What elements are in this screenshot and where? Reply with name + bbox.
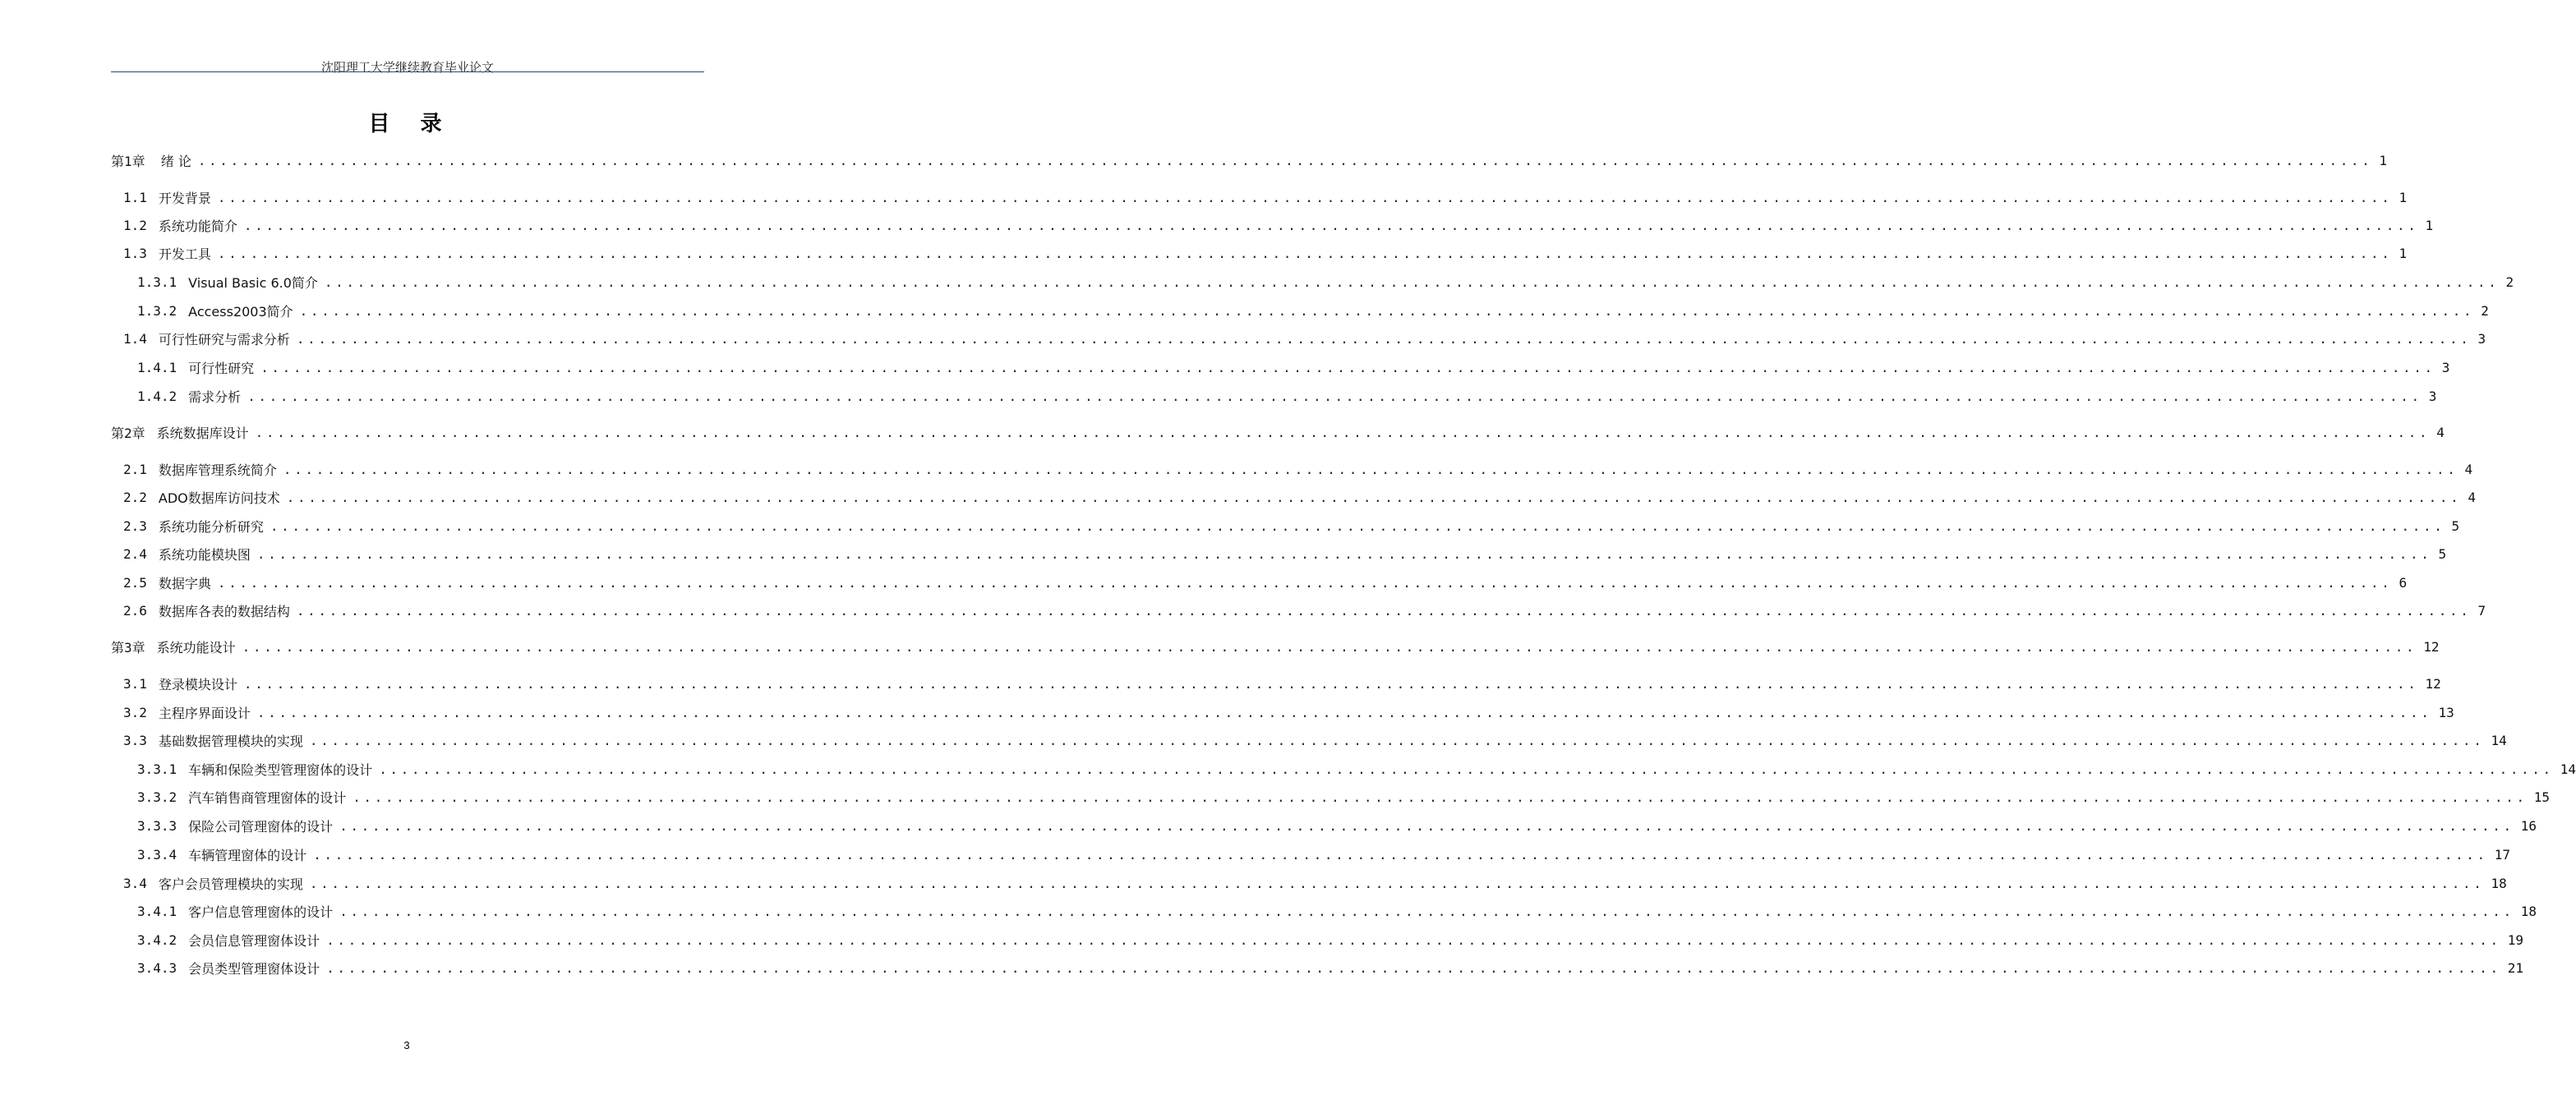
toc-entry-number: 3.4 — [123, 875, 147, 891]
toc-entry-page: 2 — [2505, 274, 2514, 290]
toc-entry-page: 13 — [2438, 704, 2454, 720]
toc-entry-title: 基础数据管理模块的实现 — [158, 733, 303, 749]
toc-entry-page: 12 — [2423, 638, 2440, 655]
toc-entry-number: 3.4.1 — [137, 903, 177, 919]
toc-entry-title: 保险公司管理窗体的设计 — [188, 818, 334, 835]
toc-dot-leader: ........................................................................................................................................................................................................ — [242, 638, 2417, 655]
toc-entry-number: 第1章 — [111, 153, 145, 169]
toc-entry-number: 3.3.3 — [137, 817, 177, 834]
toc-entry-number: 3.4.3 — [137, 959, 177, 976]
toc-entry-title: 数据库各表的数据结构 — [158, 603, 290, 619]
toc-entry-number: 3.3.2 — [137, 789, 177, 805]
toc-dot-leader: ........................................................................................................................................................................................................ — [339, 817, 2514, 834]
toc-entry-number: 3.3.1 — [137, 761, 177, 777]
toc-dot-leader: ........................................................................................................................................................................................................ — [270, 518, 2445, 534]
toc-entry-page: 12 — [2425, 675, 2441, 692]
toc-dot-leader: ........................................................................................................................................................................................................ — [243, 675, 2419, 692]
toc-entry[interactable] — [137, 386, 2437, 406]
toc-entry[interactable] — [123, 544, 2447, 564]
toc-entry-number: 第2章 — [111, 425, 145, 441]
toc-entry-title: 系统功能分析研究 — [158, 518, 264, 535]
toc-entry-number: 2.6 — [123, 602, 147, 619]
toc-dot-leader: ........................................................................................................................................................................................................ — [197, 152, 2373, 168]
toc-dot-leader: ........................................................................................................................................................................................................ — [217, 245, 2393, 261]
toc-entry[interactable] — [123, 873, 2507, 893]
toc-dot-leader: ........................................................................................................................................................................................................ — [283, 461, 2458, 477]
toc-entry-page: 14 — [2491, 732, 2507, 748]
toc-entry-title: 开发工具 — [158, 246, 211, 262]
toc-entry-number: 1.4.1 — [137, 359, 177, 375]
toc-entry-page: 4 — [2436, 424, 2445, 440]
toc-entry-title: 会员类型管理窗体设计 — [188, 960, 320, 977]
toc-entry-page: 14 — [2560, 761, 2576, 777]
toc-entry-title: 数据库管理系统简介 — [158, 462, 277, 478]
toc-dot-leader: ........................................................................................................................................................................................................ — [243, 217, 2419, 233]
toc-entry-title: 客户会员管理模块的实现 — [158, 876, 303, 892]
page-number: 3 — [403, 1039, 410, 1051]
toc-entry-page: 18 — [2520, 903, 2537, 919]
toc-dot-leader: ........................................................................................................................................................................................................ — [299, 302, 2475, 319]
toc-dot-leader: ........................................................................................................................................................................................................ — [256, 545, 2432, 562]
toc-entry-title: 车辆和保险类型管理窗体的设计 — [188, 761, 373, 778]
toc-entry[interactable] — [137, 930, 2524, 950]
toc-entry-page: 2 — [2481, 302, 2489, 319]
toc-entry-title: Access2003简介 — [188, 303, 293, 320]
toc-entry-title: 系统功能设计 — [156, 639, 236, 656]
toc-entry-page: 4 — [2464, 461, 2473, 477]
toc-dot-leader: ........................................................................................................................................................................................................ — [260, 359, 2435, 375]
toc-entry-number: 3.3.4 — [137, 846, 177, 862]
toc-entry-page: 15 — [2533, 789, 2551, 805]
toc-entry-page: 1 — [2425, 217, 2434, 233]
toc-entry-page: 4 — [2468, 489, 2476, 505]
toc-entry[interactable] — [123, 600, 2486, 620]
running-header: 沈阳理工大学继续教育毕业论文 — [320, 60, 494, 75]
toc-entry-page: 21 — [2507, 959, 2524, 976]
toc-entry-number: 1.3 — [123, 245, 147, 261]
toc-dot-leader: ........................................................................................................................................................................................................ — [324, 274, 2500, 290]
toc-entry[interactable] — [137, 301, 2489, 320]
toc-entry-title: 系统功能模块图 — [158, 546, 251, 563]
toc-entry-title: 系统功能简介 — [158, 218, 237, 234]
toc-entry-number: 1.3.2 — [137, 302, 177, 319]
toc-entry[interactable] — [137, 787, 2551, 807]
toc-dot-leader: ........................................................................................................................................................................................................ — [339, 903, 2514, 919]
toc-dot-leader: ........................................................................................................................................................................................................ — [256, 704, 2432, 720]
toc-entry-number: 1.4 — [123, 330, 147, 347]
toc-entry[interactable] — [137, 816, 2537, 835]
toc-entry-title: 系统数据库设计 — [156, 425, 249, 441]
toc-entry[interactable] — [123, 674, 2441, 693]
toc-entry-title: 会员信息管理窗体设计 — [188, 932, 320, 949]
toc-entry[interactable] — [123, 487, 2476, 507]
toc-dot-leader: ........................................................................................................................................................................................................ — [309, 732, 2485, 748]
toc-entry-title: 汽车销售商管理窗体的设计 — [188, 789, 347, 806]
toc-entry-page: 1 — [2379, 152, 2388, 168]
toc-title: 目 录 — [368, 112, 454, 136]
toc-dot-leader: ........................................................................................................................................................................................................ — [296, 602, 2472, 619]
toc-entry[interactable] — [123, 730, 2507, 750]
toc-entry[interactable] — [123, 215, 2434, 235]
toc-entry[interactable] — [137, 759, 2576, 779]
toc-entry-title: 客户信息管理窗体的设计 — [188, 904, 334, 920]
toc-dot-leader: ........................................................................................................................................................................................................ — [247, 388, 2422, 404]
toc-entry-number: 3.3 — [123, 732, 147, 748]
toc-entry-title: 开发背景 — [158, 190, 211, 206]
toc-entry-page: 3 — [2428, 388, 2437, 404]
toc-entry-page: 3 — [2441, 359, 2450, 375]
toc-entry[interactable] — [123, 459, 2473, 479]
toc-entry-title: 可行性研究与需求分析 — [158, 331, 290, 347]
toc-dot-leader: ........................................................................................................................................................................................................ — [296, 330, 2472, 347]
toc-entry-number: 2.3 — [123, 518, 147, 534]
toc-entry[interactable] — [111, 637, 2440, 656]
toc-entry-number: 3.1 — [123, 675, 147, 692]
toc-entry-number: 2.1 — [123, 461, 147, 477]
toc-entry-number: 1.2 — [123, 217, 147, 233]
toc-entry[interactable] — [137, 901, 2537, 921]
toc-entry-number: 2.2 — [123, 489, 147, 505]
toc-entry-page: 1 — [2399, 245, 2408, 261]
toc-entry[interactable] — [123, 329, 2486, 348]
toc-dot-leader: ........................................................................................................................................................................................................ — [255, 424, 2431, 440]
toc-entry[interactable] — [111, 150, 2388, 170]
toc-entry-title: 车辆管理窗体的设计 — [188, 847, 307, 863]
toc-entry-title: 绪 论 — [156, 153, 191, 169]
toc-entry[interactable] — [123, 702, 2454, 722]
toc-entry-page: 18 — [2491, 875, 2507, 891]
toc-entry[interactable] — [123, 516, 2460, 536]
toc-entry[interactable] — [137, 272, 2514, 292]
toc-dot-leader: ........................................................................................................................................................................................................ — [313, 846, 2488, 862]
toc-entry-page: 3 — [2477, 330, 2486, 347]
toc-entry-page: 1 — [2399, 189, 2408, 205]
toc-entry[interactable] — [111, 422, 2445, 442]
toc-entry-number: 1.1 — [123, 189, 147, 205]
toc-entry-number: 3.4.2 — [137, 932, 177, 948]
toc-dot-leader: ........................................................................................................................................................................................................ — [309, 875, 2485, 891]
toc-entry-number: 1.4.2 — [137, 388, 177, 404]
toc-entry-title: Visual Basic 6.0简介 — [188, 274, 318, 291]
toc-entry[interactable] — [137, 357, 2450, 377]
toc-entry-page: 19 — [2507, 932, 2524, 948]
toc-dot-leader: ........................................................................................................................................................................................................ — [379, 761, 2554, 777]
toc-entry[interactable] — [123, 573, 2408, 592]
toc-entry-page: 6 — [2399, 574, 2408, 591]
toc-entry-page: 5 — [2451, 518, 2460, 534]
toc-entry-page: 16 — [2520, 817, 2537, 834]
toc-entry-title: 主程序界面设计 — [158, 705, 251, 721]
toc-entry-page: 7 — [2477, 602, 2486, 619]
toc-entry-number: 第3章 — [111, 639, 145, 656]
toc-entry-number: 3.2 — [123, 704, 147, 720]
toc-entry[interactable] — [123, 187, 2408, 207]
toc-entry-number: 2.5 — [123, 574, 147, 591]
toc-entry[interactable] — [137, 844, 2511, 864]
toc-entry[interactable] — [123, 243, 2408, 263]
toc-dot-leader: ........................................................................................................................................................................................................ — [326, 932, 2501, 948]
toc-dot-leader: ........................................................................................................................................................................................................ — [217, 189, 2393, 205]
toc-dot-leader: ........................................................................................................................................................................................................ — [217, 574, 2393, 591]
toc-entry-page: 5 — [2438, 545, 2447, 562]
toc-dot-leader: ........................................................................................................................................................................................................ — [353, 789, 2528, 805]
toc-dot-leader: ........................................................................................................................................................................................................ — [286, 489, 2462, 505]
toc-entry-title: ADO数据库访问技术 — [158, 490, 280, 506]
toc-entry-title: 数据字典 — [158, 575, 211, 591]
toc-entry[interactable] — [137, 958, 2524, 978]
toc-entry-number: 2.4 — [123, 545, 147, 562]
toc-entry-title: 需求分析 — [188, 389, 242, 405]
toc-entry-page: 17 — [2494, 846, 2511, 862]
toc-dot-leader: ........................................................................................................................................................................................................ — [326, 959, 2501, 976]
toc-entry-title: 可行性研究 — [188, 360, 255, 376]
toc-entry-number: 1.3.1 — [137, 274, 177, 290]
toc-entry-title: 登录模块设计 — [158, 676, 237, 692]
